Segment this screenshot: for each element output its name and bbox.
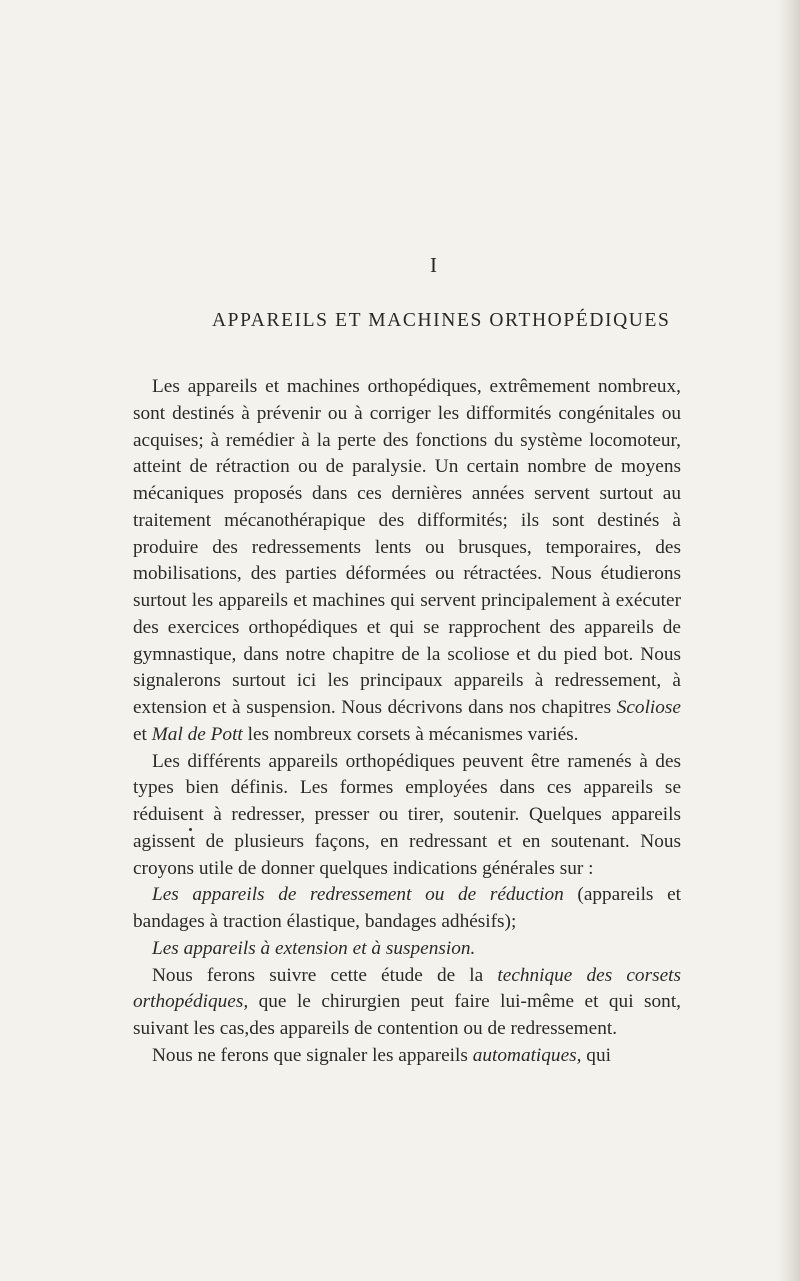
paragraph-1-end: les nombreux corsets à mécanismes variés. — [247, 723, 579, 745]
italic-automatiques: automatiques, — [472, 1044, 582, 1066]
body-text — [133, 374, 681, 1070]
paragraph-1 — [133, 374, 681, 749]
paragraph-6-start: Nous ne ferons que signaler les appareils — [152, 1044, 468, 1066]
italic-mal-de-pott: Mal de Pott — [151, 723, 243, 745]
paragraph-5-text: que le chirurgien peut faire lui-même et qui sont, suivant les cas,des appareils de contention ou de redressement. — [133, 991, 681, 1039]
paragraph-1-text: Les appareils et machines orthopédiques, extrêmement nombreux, sont destinés à prévenir ou à corriger les difformités congénitales ou acquises; à remédier à la perte des fonctions du système locomoteur, atteint de rétraction ou de paralysie. Un certain nombre de moyens mécaniques proposés dans ces dernières années servent surtout au traitement mécanothérapique des difformités; ils sont destinés à produire des redressements lents ou brusques, temporaires, des mobilisations, des parties déformées ou rétractées. Nous étudierons surtout les appareils et machines qui servent principalement à exécuter des exercices orthopédiques et qui se rapprochent des appareils de gymnastique, dans notre chapitre de la scoliose et du pied bot. Nous signalerons surtout ici les principaux appareils à redressement, à extension et à suspension. Nous décrivons dans nos chapitres — [133, 376, 681, 718]
chapter-title: APPAREILS ET MACHINES ORTHOPÉDIQUES — [212, 310, 671, 331]
paragraph-3-text: (appareils et bandages à traction élastique, bandages adhésifs); — [133, 884, 681, 932]
paragraph-4 — [133, 936, 681, 963]
paragraph-5 — [133, 963, 681, 1043]
paragraph-6 — [133, 1043, 681, 1070]
print-speck — [189, 828, 192, 831]
italic-redressement: Les appareils de redressement ou de réduction — [152, 884, 564, 906]
paragraph-6-text: qui — [586, 1044, 611, 1066]
paragraph-5-start: Nous ferons suivre cette étude de la — [152, 964, 484, 986]
italic-technique: technique des corsets orthopédiques, — [133, 964, 682, 1013]
paragraph-3 — [133, 882, 681, 936]
chapter-number: I — [430, 253, 437, 277]
italic-extension: Les appareils à extension et à suspension. — [152, 937, 476, 959]
page-edge-shadow — [778, 0, 800, 1281]
italic-scoliose: Scoliose — [616, 697, 681, 718]
conjunction: et — [133, 723, 147, 745]
paragraph-2: Les différents appareils orthopédiques peuvent être ramenés à des types bien définis. Les formes employées dans ces appareils se réduisent à redresser, presser ou tirer, soutenir. Quelques appareils agissent de plusieurs façons, en redressant et en soutenant. Nous croyons utile de donner quelques indications générales sur : — [133, 750, 681, 879]
